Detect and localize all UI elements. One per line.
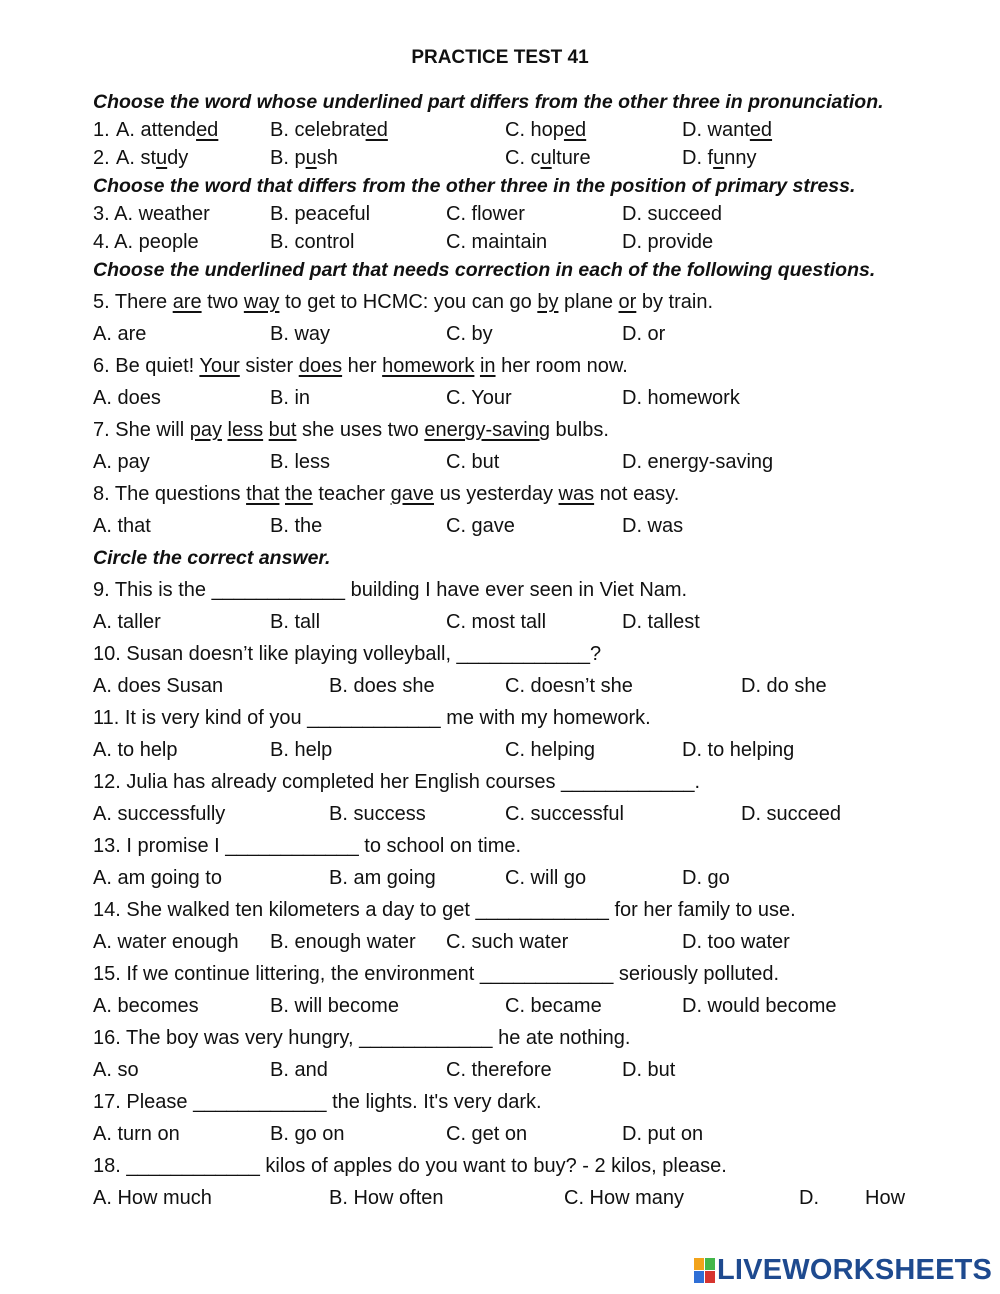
logo-text: LIVEWORKSHEETS — [717, 1253, 993, 1286]
q5-option-a[interactable]: A. are — [93, 323, 147, 345]
q17-option-d[interactable]: D. put on — [622, 1123, 704, 1145]
q12-option-b[interactable]: B. success — [329, 803, 426, 825]
q5-seg: plane — [558, 291, 619, 313]
q3-option-d[interactable]: D. succeed — [622, 203, 723, 225]
q1-d-pre: D. want — [682, 119, 750, 141]
q7-option-d[interactable]: D. energy-saving — [622, 451, 774, 473]
q14-option-d[interactable]: D. too water — [682, 931, 790, 953]
q3-option-a[interactable]: 3. A. weather — [93, 203, 210, 225]
q18-text: 18. ____________ kilos of apples do you want to buy? - 2 kilos, please. — [93, 1155, 727, 1177]
q2-c-underlined: u — [540, 147, 552, 169]
q11-text: 11. It is very kind of you ____________ me with my homework. — [93, 707, 651, 729]
q8-underlined-c: gave — [390, 483, 435, 505]
q7-underlined-d: energy-saving — [424, 419, 550, 441]
q18-option-b[interactable]: B. How often — [329, 1187, 444, 1209]
q9-option-b[interactable]: B. tall — [270, 611, 321, 633]
logo-tile — [705, 1271, 715, 1283]
q6-underlined-b: does — [298, 355, 343, 377]
q7-seg: she uses two — [296, 419, 425, 441]
q16-option-c[interactable]: C. therefore — [446, 1059, 552, 1081]
q5-text — [93, 290, 713, 314]
q18-option-c[interactable]: C. How many — [564, 1187, 685, 1209]
q14-text: 14. She walked ten kilometers a day to get ____________ for her family to use. — [93, 899, 796, 921]
q13-option-b[interactable]: B. am going — [329, 867, 436, 889]
q5-seg: to get to HCMC: you can go — [279, 291, 538, 313]
q3-option-b[interactable]: B. peaceful — [270, 203, 371, 225]
q1-b-pre: B. celebrat — [270, 119, 366, 141]
q2-c-post: lture — [551, 147, 591, 169]
instruction-pronunciation: Choose the word whose underlined part differs from the other three in pronunciation. — [93, 91, 884, 113]
q15-option-a[interactable]: A. becomes — [93, 995, 199, 1017]
q4-option-c[interactable]: C. maintain — [446, 231, 548, 253]
q9-option-a[interactable]: A. taller — [93, 611, 161, 633]
q2-a-post: dy — [167, 147, 189, 169]
logo-tile — [694, 1271, 704, 1283]
q1-b-underlined: ed — [365, 119, 388, 141]
q1-option-c[interactable] — [505, 118, 586, 142]
q2-number: 2. — [93, 147, 110, 169]
q2-c-pre: C. c — [505, 147, 541, 169]
q7-seg: bulbs. — [549, 419, 609, 441]
q2-option-a[interactable] — [116, 146, 188, 170]
q9-text: 9. This is the ____________ building I have ever seen in Viet Nam. — [93, 579, 688, 601]
q15-option-c[interactable]: C. became — [505, 995, 602, 1017]
q13-text: 13. I promise I ____________ to school on time. — [93, 835, 522, 857]
q17-option-a[interactable]: A. turn on — [93, 1123, 180, 1145]
liveworksheets-logo — [694, 1254, 992, 1286]
q6-underlined-d: in — [479, 355, 496, 377]
q1-option-b[interactable] — [270, 118, 388, 142]
logo-tile — [705, 1258, 715, 1270]
q2-option-b[interactable] — [270, 146, 338, 170]
instruction-correction: Choose the underlined part that needs correction in each of the following questions. — [93, 259, 876, 281]
q12-text: 12. Julia has already completed her English courses ____________. — [93, 771, 701, 793]
q14-option-a[interactable]: A. water enough — [93, 931, 239, 953]
q10-option-d[interactable]: D. do she — [741, 675, 827, 697]
q2-b-pre: B. p — [270, 147, 306, 169]
q10-option-b[interactable]: B. does she — [329, 675, 435, 697]
q13-option-c[interactable]: C. will go — [505, 867, 587, 889]
q3-option-c[interactable]: C. flower — [446, 203, 525, 225]
q1-d-underlined: ed — [749, 119, 773, 141]
q6-underlined-a: Your — [199, 355, 240, 377]
q8-seg: 8. The questions — [93, 483, 247, 505]
q7-underlined-a: pay — [189, 419, 222, 441]
q1-a-underlined: ed — [196, 119, 219, 141]
q5-option-c[interactable]: C. by — [446, 323, 493, 345]
q1-c-pre: C. hop — [505, 119, 564, 141]
q1-option-d[interactable] — [682, 118, 772, 142]
q6-option-d[interactable]: D. homework — [622, 387, 740, 409]
q16-text: 16. The boy was very hungry, ____________ he ate nothing. — [93, 1027, 631, 1049]
q5-option-b[interactable]: B. way — [270, 323, 331, 345]
q5-seg: 5. There — [93, 291, 173, 313]
q8-seg: us yesterday — [434, 483, 559, 505]
q2-b-underlined: u — [305, 147, 317, 169]
q7-option-b[interactable]: B. less — [270, 451, 331, 473]
q13-option-d[interactable]: D. go — [682, 867, 730, 889]
q15-option-d[interactable]: D. would become — [682, 995, 837, 1017]
q7-underlined-b: less — [227, 419, 264, 441]
q7-option-c[interactable]: C. but — [446, 451, 500, 473]
q7-underlined-c: but — [268, 419, 297, 441]
q4-option-a[interactable]: 4. A. people — [93, 231, 199, 253]
q1-option-a[interactable] — [116, 118, 218, 142]
q14-option-c[interactable]: C. such water — [446, 931, 569, 953]
q6-seg: her room now. — [495, 355, 628, 377]
q11-option-a[interactable]: A. to help — [93, 739, 178, 761]
q8-underlined-b: the — [285, 483, 313, 505]
q10-option-a[interactable]: A. does Susan — [93, 675, 224, 697]
q2-option-d[interactable] — [682, 146, 757, 170]
q6-option-a[interactable]: A. does — [93, 387, 161, 409]
q6-option-c[interactable]: C. Your — [446, 387, 512, 409]
q6-text — [93, 354, 628, 378]
q7-option-a[interactable]: A. pay — [93, 451, 150, 473]
q8-option-c[interactable]: C. gave — [446, 515, 515, 537]
q18-option-d[interactable]: D. — [799, 1187, 819, 1209]
q6-underlined-c: homework — [382, 355, 475, 377]
q2-a-pre: A. st — [116, 147, 157, 169]
q2-d-underlined: u — [713, 147, 725, 169]
q6-option-b[interactable]: B. in — [270, 387, 311, 409]
q2-d-post: nny — [724, 147, 757, 169]
q9-option-d[interactable]: D. tallest — [622, 611, 700, 633]
logo-mark — [694, 1258, 714, 1282]
q8-underlined-d: was — [558, 483, 595, 505]
q13-option-a[interactable]: A. am going to — [93, 867, 222, 889]
q2-b-post: sh — [316, 147, 338, 169]
q8-option-b[interactable]: B. the — [270, 515, 323, 537]
q5-seg: two — [201, 291, 244, 313]
q17-option-c[interactable]: C. get on — [446, 1123, 528, 1145]
q8-underlined-a: that — [246, 483, 280, 505]
q16-option-b[interactable]: B. and — [270, 1059, 328, 1081]
q7-text — [93, 418, 609, 442]
instruction-circle: Circle the correct answer. — [93, 547, 331, 569]
instruction-stress: Choose the word that differs from the other three in the position of primary stress. — [93, 175, 856, 197]
q17-text: 17. Please ____________ the lights. It's very dark. — [93, 1091, 542, 1113]
q6-seg: 6. Be quiet! — [93, 355, 200, 377]
q6-seg: her — [342, 355, 383, 377]
q8-seg: teacher — [312, 483, 391, 505]
q9-option-c[interactable]: C. most tall — [446, 611, 547, 633]
q10-text: 10. Susan doesn’t like playing volleyball, ____________? — [93, 643, 602, 665]
q2-d-pre: D. f — [682, 147, 714, 169]
logo-tile — [694, 1258, 704, 1270]
q18-option-a[interactable]: A. How much — [93, 1187, 212, 1209]
q2-option-c[interactable] — [505, 146, 591, 170]
q4-option-b[interactable]: B. control — [270, 231, 355, 253]
q5-underlined-d: or — [618, 291, 637, 313]
q4-option-d[interactable]: D. provide — [622, 231, 714, 253]
q5-underlined-c: by — [537, 291, 559, 313]
q16-option-a[interactable]: A. so — [93, 1059, 139, 1081]
q11-option-c[interactable]: C. helping — [505, 739, 596, 761]
q1-number: 1. — [93, 119, 110, 141]
q11-option-b[interactable]: B. help — [270, 739, 333, 761]
q6-seg: sister — [239, 355, 299, 377]
q11-option-d[interactable]: D. to helping — [682, 739, 795, 761]
q5-seg: by train. — [636, 291, 714, 313]
q5-option-d[interactable]: D. or — [622, 323, 666, 345]
q2-a-underlined: u — [156, 147, 168, 169]
q18-option-d-text: How — [865, 1187, 906, 1209]
page-title: PRACTICE TEST 41 — [411, 47, 589, 68]
q12-option-d[interactable]: D. succeed — [741, 803, 842, 825]
q5-underlined-b: way — [243, 291, 280, 313]
q7-seg: 7. She will — [93, 419, 190, 441]
q1-a-pre: A. attend — [116, 119, 197, 141]
q8-option-d[interactable]: D. was — [622, 515, 684, 537]
q12-option-c[interactable]: C. successful — [505, 803, 624, 825]
q15-text: 15. If we continue littering, the environment ____________ seriously polluted. — [93, 963, 780, 985]
q16-option-d[interactable]: D. but — [622, 1059, 676, 1081]
q10-option-c[interactable]: C. doesn’t she — [505, 675, 633, 697]
q5-underlined-a: are — [172, 291, 202, 313]
q8-seg: not easy. — [594, 483, 680, 505]
q8-text — [93, 482, 679, 506]
q14-option-b[interactable]: B. enough water — [270, 931, 416, 953]
q17-option-b[interactable]: B. go on — [270, 1123, 345, 1145]
q12-option-a[interactable]: A. successfully — [93, 803, 226, 825]
q8-option-a[interactable]: A. that — [93, 515, 151, 537]
q1-c-underlined: ed — [563, 119, 587, 141]
q15-option-b[interactable]: B. will become — [270, 995, 399, 1017]
